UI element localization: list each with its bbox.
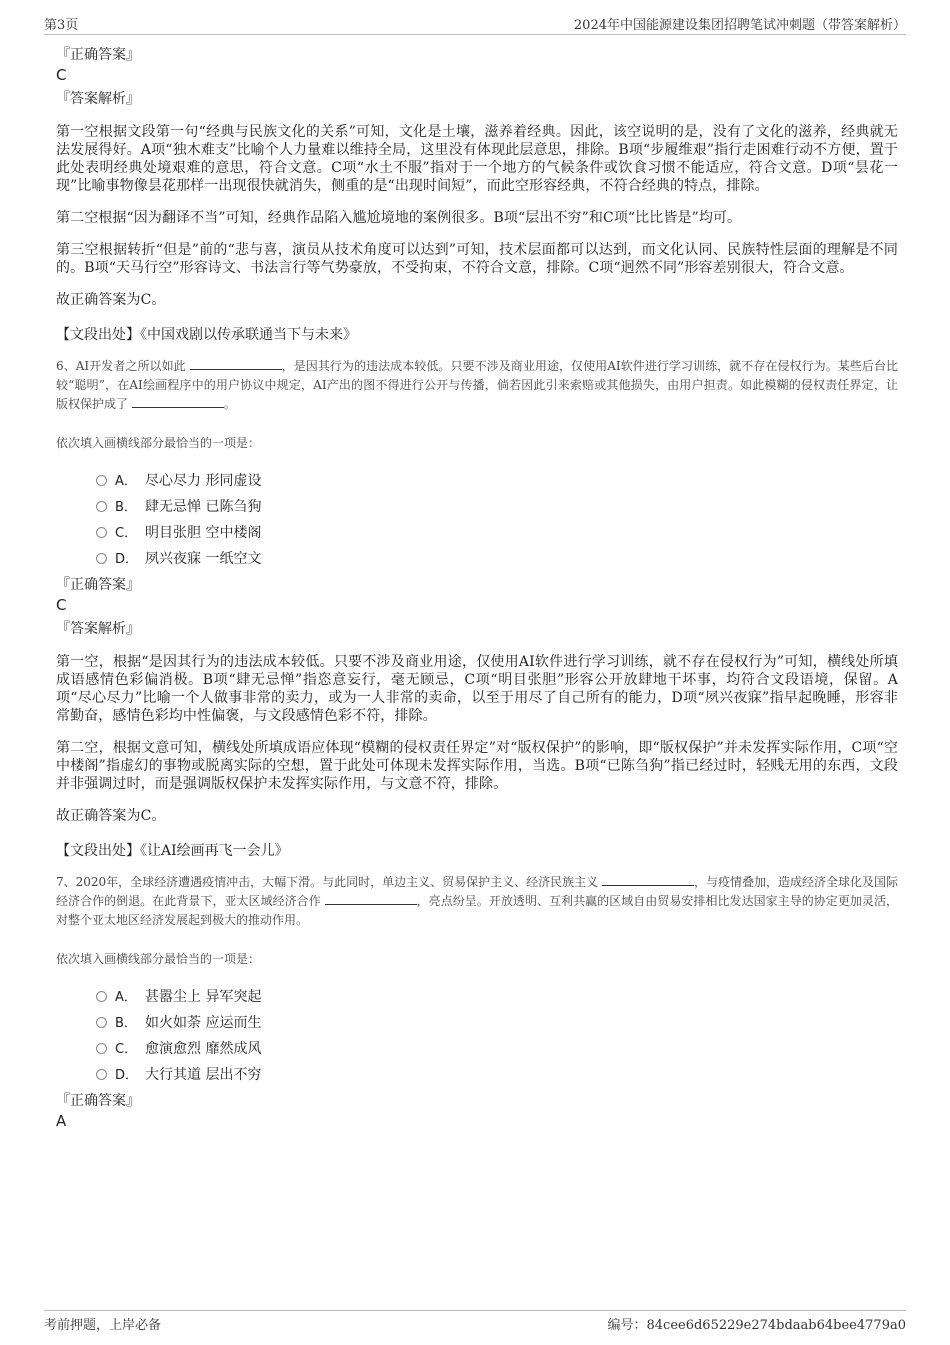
page-content [56, 46, 898, 1131]
analysis-paragraph: 第二空根据“因为翻译不当”可知，经典作品陷入尴尬境地的案例很多。B项“层出不穷”和C项“比比皆是”均可。 [56, 210, 742, 226]
fill-blank [325, 892, 417, 905]
answer-value: C [56, 596, 67, 614]
option-a[interactable]: A． 甚嚣尘上 异军突起 [96, 984, 898, 1010]
option-b[interactable]: B． 肆无忌惮 已陈刍狗 [96, 494, 898, 520]
document-title: 2024年中国能源建设集团招聘笔试冲刺题（带答案解析） [573, 18, 906, 33]
radio-icon[interactable] [96, 553, 107, 564]
answer-value: A [56, 1112, 67, 1130]
question-prompt: 依次填入画横线部分最恰当的一项是： [56, 436, 261, 450]
option-b[interactable]: B． 如火如荼 应运而生 [96, 1010, 898, 1036]
footer-slogan: 考前押题，上岸必备 [44, 1318, 162, 1333]
conclusion: 故正确答案为C。 [56, 808, 166, 824]
analysis-label: 『答案解析』 [56, 91, 140, 107]
page-number: 第3页 [44, 18, 79, 33]
radio-icon[interactable] [96, 527, 107, 538]
option-c[interactable]: C． 愈演愈烈 靡然成风 [96, 1036, 898, 1062]
answer-label: 『正确答案』 [56, 577, 140, 593]
passage-source: 【文段出处】《中国戏剧以传承联通当下与未来》 [56, 327, 357, 343]
fill-blank [132, 395, 224, 408]
analysis-paragraph: 第一空，根据“是因其行为的违法成本较低。只要不涉及商业用途，仅使用AI软件进行学习训练，就不存在侵权行为”可知，横线处所填成语感情色彩偏消极。B项“肆无忌惮”指恣意妄行，毫无顾忌，C项“明目张胆”形容公开放肆地干坏事，均符合文段语境，保留。A项“尽心尽力”比喻一个人做事非常的卖力，或为一人非常的卖命，以至于用尽了自己所有的能力，D项“夙兴夜寐”指早起晚睡，形容非常勤奋，感情色彩均中性偏褒，与文段感情色彩不符，排除。 [56, 654, 898, 724]
option-d[interactable]: D． 夙兴夜寐 一纸空文 [96, 546, 898, 572]
radio-icon[interactable] [96, 1069, 107, 1080]
radio-icon[interactable] [96, 1043, 107, 1054]
analysis-paragraph: 第三空根据转折“但是”前的“悲与喜，演员从技术角度可以达到”可知，技术层面都可以达到，而文化认同、民族特性层面的理解是不同的。B项“天马行空”形容诗文、书法言行等气势豪放，不受拘束，不符合文意，排除。C项“迥然不同”形容差别很大，符合文意。 [56, 242, 898, 276]
radio-icon[interactable] [96, 1017, 107, 1028]
document-id: 编号：84cee6d65229e274bdaab64bee4779a0 [607, 1318, 906, 1333]
fill-blank [602, 873, 694, 886]
radio-icon[interactable] [96, 475, 107, 486]
options-list [96, 984, 898, 1088]
options-list [96, 468, 898, 572]
question-7-text: 7、2020年，全球经济遭遇疫情冲击，大幅下滑。与此同时，单边主义、贸易保护主义、经济民族主义 ，与疫情叠加，造成经济全球化及国际经济合作的倒退。在此背景下，亚太区域经济合作 ，亮点纷呈。开放透明、互利共赢的区域自由贸易安排相比发达国家主导的协定更加灵活，对整个亚太地区经济发展起到极大的推动作用。 [56, 875, 899, 927]
conclusion: 故正确答案为C。 [56, 292, 166, 308]
radio-icon[interactable] [96, 501, 107, 512]
analysis-paragraph: 第二空，根据文意可知，横线处所填成语应体现“模糊的侵权责任界定”对“版权保护”的影响，即“版权保护”并未发挥实际作用，C项“空中楼阁”指虚幻的事物或脱离实际的空想，置于此处可体现未发挥实际作用，当选。B项“已陈刍狗”指已经过时，轻贱无用的东西，文段并非强调过时，而是强调版权保护未发挥实际作用，与文意不符，排除。 [56, 740, 898, 792]
analysis-paragraph: 第一空根据文段第一句“经典与民族文化的关系”可知，文化是土壤，滋养着经典。因此，该空说明的是，没有了文化的滋养，经典就无法发展得好。A项“独木难支”比喻个人力量难以维持全局，这里没有体现此层意思，排除。B项“步履维艰”指行走困难行动不方便，置于此处表明经典处境艰难的意思，符合文意。C项“水土不服”指对于一个地方的气候条件或饮食习惯不能适应，符合文意。D项“昙花一现”比喻事物像昙花那样一出现很快就消失，侧重的是“出现时间短”，而此空形容经典，不符合经典的特点，排除。 [56, 124, 898, 194]
answer-value: C [56, 66, 67, 84]
option-c[interactable]: C． 明目张胆 空中楼阁 [96, 520, 898, 546]
answer-label: 『正确答案』 [56, 47, 140, 63]
fill-blank [190, 357, 282, 370]
page-header [44, 12, 906, 35]
analysis-label: 『答案解析』 [56, 621, 140, 637]
radio-icon[interactable] [96, 991, 107, 1002]
option-d[interactable]: D． 大行其道 层出不穷 [96, 1062, 898, 1088]
answer-label: 『正确答案』 [56, 1093, 140, 1109]
passage-source: 【文段出处】《让AI绘画再飞一会儿》 [56, 843, 289, 859]
question-prompt: 依次填入画横线部分最恰当的一项是： [56, 952, 261, 966]
question-6-text: 6、AI开发者之所以如此 ，是因其行为的违法成本较低。只要不涉及商业用途，仅使用AI软件进行学习训练，就不存在侵权行为。某些后台比较“聪明”，在AI绘画程序中的用户协议中规定，AI产出的图不得进行公开与传播，倘若因此引来索赔或其他损失，由用户担责。如此模糊的侵权责任界定，让版权保护成了 。 [56, 359, 898, 411]
page-footer [44, 1310, 906, 1333]
option-a[interactable]: A． 尽心尽力 形同虚设 [96, 468, 898, 494]
